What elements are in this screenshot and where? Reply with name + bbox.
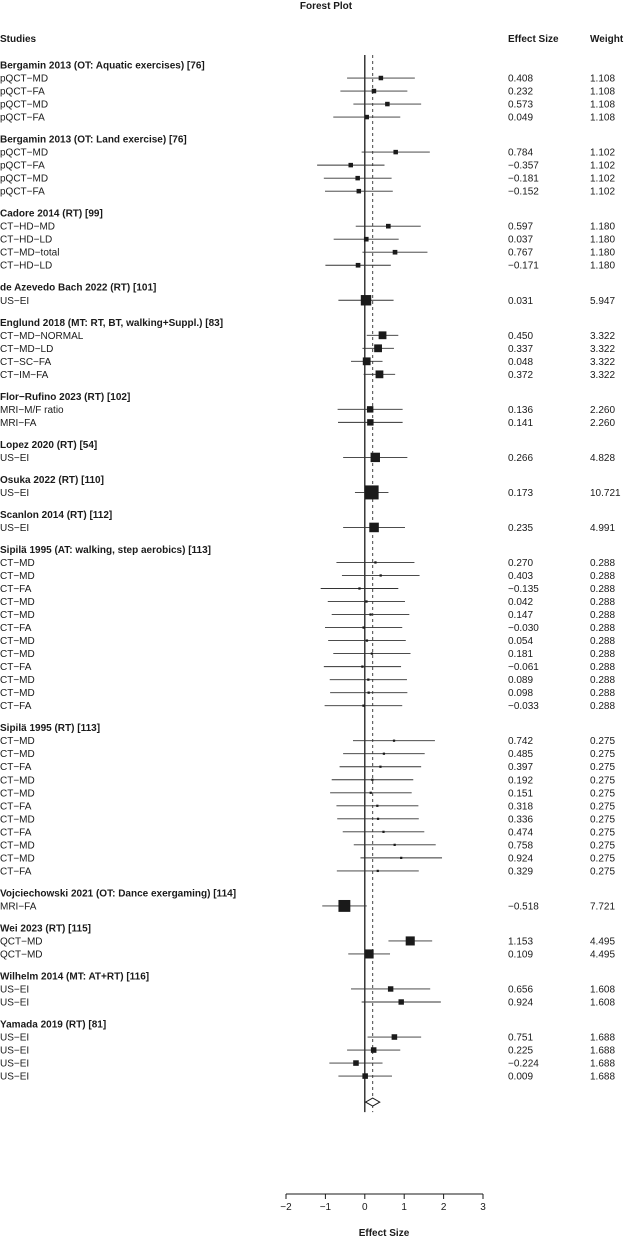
x-axis-tick-label: 0 <box>362 1202 368 1213</box>
effect-size-marker <box>355 176 359 180</box>
study-row <box>0 998 615 1009</box>
row-weight: 1.108 <box>590 86 616 98</box>
study-row <box>0 187 615 198</box>
row-weight: 0.275 <box>590 827 616 839</box>
header-studies: Studies <box>0 34 37 45</box>
row-effect-size: 0.109 <box>508 949 534 961</box>
study-row <box>0 418 615 429</box>
effect-size-marker <box>376 370 384 378</box>
row-effect-size: 0.009 <box>508 1071 534 1083</box>
row-effect-size: 0.742 <box>508 736 534 748</box>
row-label: CT−MD <box>0 688 35 700</box>
row-label: CT−MD <box>0 853 35 865</box>
effect-size-marker <box>371 453 380 462</box>
row-label: CT−MD <box>0 788 35 800</box>
effect-size-marker <box>369 613 371 615</box>
row-effect-size: 0.767 <box>508 247 534 259</box>
study-row <box>0 261 615 272</box>
effect-size-marker <box>372 89 377 94</box>
row-label: MRI−M/F ratio <box>0 404 64 416</box>
row-weight: 0.275 <box>590 788 616 800</box>
study-group-name: Lopez 2020 (RT) [54] <box>0 439 98 451</box>
study-row <box>0 161 615 172</box>
row-label: CT−FA <box>0 701 32 713</box>
effect-size-marker <box>365 949 374 958</box>
study-row <box>0 900 615 912</box>
row-effect-size: −0.518 <box>508 901 539 913</box>
row-label: CT−HD−MD <box>0 221 56 233</box>
row-weight: 1.108 <box>590 73 616 85</box>
row-weight: 5.947 <box>590 295 616 307</box>
study-row <box>0 235 615 246</box>
row-label: CT−MD <box>0 636 35 648</box>
row-weight: 1.688 <box>590 1045 616 1057</box>
row-effect-size: 0.924 <box>508 997 534 1009</box>
row-weight: 0.288 <box>590 688 616 700</box>
row-effect-size: 0.054 <box>508 636 534 648</box>
effect-size-marker <box>362 705 364 707</box>
row-effect-size: 0.656 <box>508 984 534 996</box>
study-row <box>0 688 615 699</box>
row-effect-size: 0.758 <box>508 840 534 852</box>
row-effect-size: 0.089 <box>508 675 534 687</box>
effect-size-marker <box>364 115 369 120</box>
study-row <box>0 523 615 534</box>
study-row <box>0 801 615 812</box>
row-label: pQCT−MD <box>0 73 49 85</box>
effect-size-marker <box>338 900 350 912</box>
study-row <box>0 984 615 995</box>
row-label: CT−MD <box>0 775 35 787</box>
row-label: CT−FA <box>0 827 32 839</box>
row-label: CT−FA <box>0 662 32 674</box>
row-effect-size: 0.042 <box>508 597 534 609</box>
study-row <box>0 762 615 773</box>
study-row <box>0 840 615 851</box>
row-weight: 0.288 <box>590 649 616 661</box>
row-label: MRI−FA <box>0 901 37 913</box>
row-label: US−EI <box>0 997 30 1009</box>
row-effect-size: −0.135 <box>508 584 539 595</box>
effect-size-marker <box>400 857 402 859</box>
row-effect-size: 0.270 <box>508 557 534 569</box>
row-weight: 4.991 <box>590 522 616 534</box>
row-effect-size: 0.408 <box>508 73 534 85</box>
row-effect-size: 0.336 <box>508 814 534 826</box>
row-label: US−EI <box>0 452 30 464</box>
study-group-name: Vojciechowski 2021 (OT: Dance exergaming) [114] <box>0 888 237 900</box>
effect-size-marker <box>367 419 373 425</box>
row-weight: 0.288 <box>590 557 616 569</box>
row-weight: 0.275 <box>590 749 616 761</box>
study-row <box>0 295 615 307</box>
effect-size-marker <box>366 639 368 641</box>
study-row <box>0 701 615 712</box>
x-axis-tick-label: 1 <box>401 1202 407 1213</box>
row-weight: 7.721 <box>590 901 616 913</box>
effect-size-marker <box>392 1034 398 1040</box>
effect-size-marker <box>370 792 372 794</box>
row-label: CT−HD−LD <box>0 260 53 272</box>
study-row <box>0 100 615 111</box>
effect-size-marker <box>393 740 395 742</box>
study-row <box>0 662 615 673</box>
row-weight: 0.288 <box>590 584 616 595</box>
row-label: US−EI <box>0 1032 30 1044</box>
study-row <box>0 87 615 98</box>
row-effect-size: 0.098 <box>508 688 534 700</box>
row-weight: 1.688 <box>590 1071 616 1083</box>
effect-size-marker <box>371 1047 377 1053</box>
row-effect-size: −0.033 <box>508 701 539 713</box>
effect-size-marker <box>383 753 385 755</box>
effect-size-marker <box>393 150 397 154</box>
row-weight: 4.495 <box>590 949 616 961</box>
study-row <box>0 597 615 608</box>
row-label: CT−FA <box>0 866 32 878</box>
study-row <box>0 558 615 569</box>
x-axis-tick-label: 2 <box>440 1202 447 1213</box>
row-weight: 4.828 <box>590 452 616 464</box>
study-row <box>0 736 615 747</box>
effect-size-marker <box>382 831 384 833</box>
row-effect-size: −0.357 <box>508 160 539 172</box>
row-label: US−EI <box>0 1045 30 1057</box>
row-weight: 1.180 <box>590 221 616 233</box>
study-row <box>0 248 615 259</box>
row-effect-size: 0.397 <box>508 762 534 774</box>
row-label: pQCT−MD <box>0 99 49 111</box>
row-label: US−EI <box>0 984 30 996</box>
row-weight: 3.322 <box>590 369 616 381</box>
row-effect-size: 1.153 <box>508 936 534 948</box>
row-effect-size: 0.136 <box>508 404 534 416</box>
study-row <box>0 74 615 85</box>
row-weight: 0.288 <box>590 610 616 622</box>
row-label: CT−MD <box>0 557 35 569</box>
study-row <box>0 370 615 381</box>
x-axis-tick-label: −1 <box>319 1202 332 1213</box>
row-weight: 0.288 <box>590 623 616 635</box>
study-row <box>0 936 615 947</box>
row-label: CT−IM−FA <box>0 369 49 381</box>
study-row <box>0 675 615 686</box>
study-row <box>0 1072 615 1083</box>
row-weight: 2.260 <box>590 417 616 429</box>
study-row <box>0 571 615 582</box>
study-group-name: Flor−Rufino 2023 (RT) [102] <box>0 391 131 403</box>
study-row <box>0 866 615 877</box>
row-weight: 1.102 <box>590 147 616 159</box>
row-weight: 1.108 <box>590 99 616 111</box>
row-label: CT−MD <box>0 814 35 826</box>
study-row <box>0 344 615 355</box>
row-effect-size: 0.151 <box>508 788 534 800</box>
row-label: US−EI <box>0 522 30 534</box>
row-effect-size: 0.403 <box>508 570 534 582</box>
study-row <box>0 584 615 595</box>
effect-size-marker <box>379 76 384 81</box>
row-effect-size: 0.329 <box>508 866 534 878</box>
effect-size-marker <box>367 406 373 412</box>
row-label: CT−MD <box>0 649 35 661</box>
row-weight: 0.275 <box>590 866 616 878</box>
row-weight: 0.288 <box>590 597 616 609</box>
study-group-name: Osuka 2022 (RT) [110] <box>0 474 104 486</box>
row-effect-size: −0.224 <box>508 1058 539 1070</box>
effect-size-marker <box>365 485 379 499</box>
row-weight: 0.275 <box>590 853 616 865</box>
study-row <box>0 357 615 368</box>
study-group-name: Bergamin 2013 (OT: Land exercise) [76] <box>0 134 187 146</box>
study-group-name: Sipilä 1995 (RT) [113] <box>0 723 101 735</box>
row-label: CT−HD−LD <box>0 234 53 246</box>
study-group-name: Wilhelm 2014 (MT: AT+RT) [116] <box>0 971 150 983</box>
effect-size-marker <box>386 224 391 229</box>
row-effect-size: 0.573 <box>508 99 534 111</box>
row-label: pQCT−FA <box>0 112 45 124</box>
row-effect-size: 0.450 <box>508 330 534 342</box>
row-weight: 1.608 <box>590 997 616 1009</box>
row-weight: 1.688 <box>590 1058 616 1070</box>
row-effect-size: −0.030 <box>508 623 539 635</box>
effect-size-marker <box>398 999 403 1004</box>
row-effect-size: 0.048 <box>508 356 534 368</box>
row-weight: 1.102 <box>590 160 616 172</box>
study-row <box>0 148 615 159</box>
chart-title: Forest Plot <box>299 1 353 12</box>
row-weight: 0.275 <box>590 801 616 813</box>
row-label: pQCT−FA <box>0 186 45 198</box>
row-label: CT−MD−LD <box>0 343 54 355</box>
study-row <box>0 453 615 464</box>
row-label: MRI−FA <box>0 417 37 429</box>
row-effect-size: 0.318 <box>508 801 534 813</box>
row-weight: 0.288 <box>590 701 616 713</box>
effect-size-marker <box>377 870 379 872</box>
study-row <box>0 222 615 233</box>
row-weight: 1.608 <box>590 984 616 996</box>
study-row <box>0 174 615 185</box>
effect-size-marker <box>376 805 378 807</box>
row-label: QCT−MD <box>0 936 43 948</box>
row-weight: 0.288 <box>590 662 616 674</box>
row-effect-size: −0.181 <box>508 173 539 185</box>
row-effect-size: 0.181 <box>508 649 534 661</box>
x-axis-label: Effect Size <box>358 1228 410 1239</box>
row-weight: 3.322 <box>590 356 616 368</box>
row-effect-size: 0.924 <box>508 853 534 865</box>
study-group-name: Sipilä 1995 (AT: walking, step aerobics) [113] <box>0 544 212 556</box>
row-weight: 3.322 <box>590 343 616 355</box>
row-weight: 1.688 <box>590 1032 616 1044</box>
study-row <box>0 1059 615 1070</box>
row-weight: 1.108 <box>590 112 616 124</box>
effect-size-marker <box>393 250 398 255</box>
study-row <box>0 331 615 342</box>
row-effect-size: 0.225 <box>508 1045 534 1057</box>
study-row <box>0 827 615 838</box>
study-row <box>0 749 615 760</box>
effect-size-marker <box>363 357 371 365</box>
effect-size-marker <box>369 523 379 533</box>
row-weight: 1.180 <box>590 260 616 272</box>
effect-size-marker <box>385 102 390 107</box>
row-label: CT−MD <box>0 570 35 582</box>
header-effect-size: Effect Size <box>508 34 559 45</box>
effect-size-marker <box>357 189 361 193</box>
effect-size-marker <box>361 665 363 667</box>
row-label: pQCT−FA <box>0 160 45 172</box>
study-row <box>0 1033 615 1044</box>
row-weight: 3.322 <box>590 330 616 342</box>
row-label: US−EI <box>0 1071 30 1083</box>
row-weight: 0.275 <box>590 814 616 826</box>
row-effect-size: 0.232 <box>508 86 534 98</box>
row-weight: 1.102 <box>590 173 616 185</box>
row-label: CT−FA <box>0 623 32 635</box>
effect-size-marker <box>394 844 396 846</box>
row-label: US−EI <box>0 1058 30 1070</box>
effect-size-marker <box>365 600 367 602</box>
study-group-name: Wei 2023 (RT) [115] <box>0 923 91 935</box>
study-row <box>0 775 615 786</box>
row-effect-size: 0.037 <box>508 234 534 246</box>
row-effect-size: 0.192 <box>508 775 534 787</box>
row-effect-size: 0.031 <box>508 295 534 307</box>
study-group-name: Cadore 2014 (RT) [99] <box>0 208 103 220</box>
row-label: CT−MD−NORMAL <box>0 330 84 342</box>
study-row <box>0 788 615 799</box>
header-weight: Weight <box>590 34 624 45</box>
study-row <box>0 853 615 864</box>
effect-size-marker <box>374 344 382 352</box>
effect-size-marker <box>379 331 387 339</box>
effect-size-marker <box>358 587 360 589</box>
effect-size-marker <box>356 263 361 268</box>
effect-size-marker <box>377 818 379 820</box>
row-label: CT−MD−total <box>0 247 60 259</box>
effect-size-marker <box>362 1073 368 1079</box>
study-row <box>0 405 615 416</box>
row-effect-size: 0.597 <box>508 221 534 233</box>
row-label: CT−MD <box>0 840 35 852</box>
effect-size-marker <box>368 692 370 694</box>
row-label: CT−FA <box>0 762 32 774</box>
row-effect-size: 0.266 <box>508 452 534 464</box>
row-label: CT−MD <box>0 675 35 687</box>
row-label: pQCT−MD <box>0 147 49 159</box>
study-row <box>0 649 615 660</box>
row-effect-size: −0.152 <box>508 186 539 198</box>
row-effect-size: 0.474 <box>508 827 534 839</box>
row-label: CT−MD <box>0 736 35 748</box>
study-group-name: Bergamin 2013 (OT: Aquatic exercises) [76] <box>0 60 205 72</box>
row-weight: 1.180 <box>590 234 616 246</box>
effect-size-marker <box>406 936 415 945</box>
study-row <box>0 485 621 499</box>
row-effect-size: 0.049 <box>508 112 534 124</box>
pooled-estimate-diamond <box>366 1098 380 1106</box>
row-effect-size: 0.372 <box>508 369 534 381</box>
row-label: CT−FA <box>0 801 32 813</box>
x-axis-tick-label: −2 <box>280 1202 292 1213</box>
effect-size-marker <box>371 652 373 654</box>
row-weight: 0.275 <box>590 736 616 748</box>
row-weight: 10.721 <box>590 487 621 499</box>
effect-size-marker <box>374 561 376 563</box>
study-row <box>0 1046 615 1057</box>
study-row <box>0 113 615 124</box>
row-effect-size: 0.147 <box>508 610 534 622</box>
effect-size-marker <box>371 779 373 781</box>
row-label: US−EI <box>0 295 30 307</box>
effect-size-marker <box>380 574 382 576</box>
row-label: US−EI <box>0 487 30 499</box>
row-weight: 1.180 <box>590 247 616 259</box>
row-effect-size: 0.235 <box>508 522 534 534</box>
study-row <box>0 623 615 634</box>
effect-size-marker <box>388 986 393 991</box>
row-effect-size: 0.173 <box>508 487 534 499</box>
row-effect-size: 0.784 <box>508 147 534 159</box>
row-label: CT−FA <box>0 584 32 595</box>
effect-size-marker <box>362 626 364 628</box>
row-weight: 1.102 <box>590 186 616 198</box>
row-weight: 0.275 <box>590 762 616 774</box>
study-group-name: Yamada 2019 (RT) [81] <box>0 1019 107 1031</box>
row-weight: 0.275 <box>590 775 616 787</box>
row-effect-size: 0.485 <box>508 749 534 761</box>
row-label: CT−SC−FA <box>0 356 52 368</box>
row-label: pQCT−MD <box>0 173 49 185</box>
row-weight: 0.288 <box>590 570 616 582</box>
x-axis-tick-label: 3 <box>480 1202 486 1213</box>
row-effect-size: 0.141 <box>508 417 534 429</box>
study-group-name: de Azevedo Bach 2022 (RT) [101] <box>0 282 157 294</box>
effect-size-marker <box>379 766 381 768</box>
effect-size-marker <box>367 678 369 680</box>
study-row <box>0 610 615 621</box>
row-weight: 0.275 <box>590 840 616 852</box>
row-effect-size: −0.061 <box>508 662 539 674</box>
row-label: QCT−MD <box>0 949 43 961</box>
row-label: CT−MD <box>0 749 35 761</box>
row-effect-size: −0.171 <box>508 260 539 272</box>
effect-size-marker <box>353 1060 359 1066</box>
effect-size-marker <box>361 295 371 305</box>
row-weight: 2.260 <box>590 404 616 416</box>
study-group-name: Scanlon 2014 (RT) [112] <box>0 509 113 521</box>
study-row <box>0 814 615 825</box>
row-label: CT−MD <box>0 610 35 622</box>
row-weight: 0.288 <box>590 675 616 687</box>
row-effect-size: 0.751 <box>508 1032 534 1044</box>
study-row <box>0 949 615 960</box>
row-weight: 4.495 <box>590 936 616 948</box>
study-group-name: Englund 2018 (MT: RT, BT, walking+Suppl.) [83] <box>0 317 224 329</box>
row-label: CT−MD <box>0 597 35 609</box>
effect-size-marker <box>348 163 352 167</box>
row-weight: 0.288 <box>590 636 616 648</box>
study-row <box>0 636 615 647</box>
effect-size-marker <box>364 237 369 242</box>
row-label: pQCT−FA <box>0 86 45 98</box>
row-effect-size: 0.337 <box>508 343 534 355</box>
